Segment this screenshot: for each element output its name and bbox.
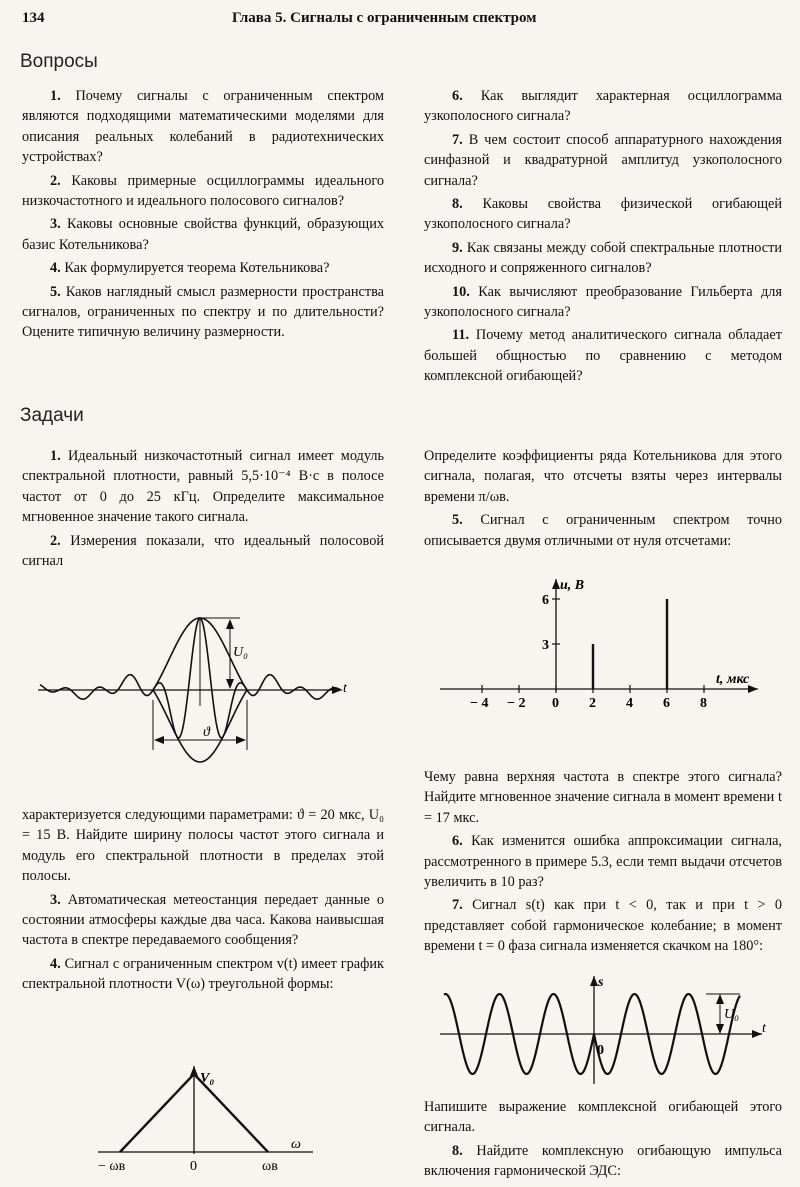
questions-left-column — [22, 86, 384, 346]
time-axis-label: t — [343, 681, 347, 696]
x-tick-label: − 4 — [470, 696, 489, 711]
x-tick-label: 4 — [626, 696, 633, 711]
task-7-continuation: Напишите выражение комплексной огибающей этого сигнала. — [424, 1099, 782, 1136]
tick-zero: 0 — [190, 1159, 197, 1174]
question-11: 11. Почему метод аналитического сигнала обладает большей общностью по сравнению с методом комплексной огибающей? — [424, 327, 782, 385]
stem-y-label: u, В — [560, 578, 585, 593]
task-4-continuation: Определите коэффициенты ряда Котельникова для этого сигнала, полагая, что отсчеты взяты через интервалы времени π/ωв. — [424, 448, 782, 505]
questions-right-column — [424, 86, 782, 390]
x-tick-label: 6 — [663, 696, 670, 711]
task-1-2-block — [22, 446, 384, 574]
y-tick-label: 6 — [542, 593, 549, 608]
x-tick-label: 0 — [552, 696, 559, 711]
samples-stem-chart — [440, 575, 770, 725]
x-tick-label: − 2 — [507, 696, 526, 711]
question-4: 4. Как формулируется теорема Котельникова? — [50, 260, 330, 277]
task-1: 1. Идеальный низкочастотный сигнал имеет модуль спектральной плотности, равный 5,5·10⁻⁴ В·с в полосе частот от 0 до 25 кГц. Определите максимальное мгновенное значение такого сигнала. — [22, 448, 384, 526]
task-2-continuation: характеризуется следующими параметрами: ϑ = 20 мкс, U₀ = 15 В. Найдите ширину полосы частот этого сигнала и модуль его спектральной плотности в пределах этой полосы. — [22, 807, 384, 885]
stem-x-label: t, мкс — [716, 672, 750, 687]
phase-origin-label: 0 — [597, 1043, 604, 1058]
width-label: ϑ — [203, 725, 210, 740]
question-5: 5. Каков наглядный смысл размерности пространства сигналов, ограниченных по спектру и по длительности? Оцените типичную величину размерности. — [22, 283, 385, 341]
task-7: 7. Сигнал s(t) как при t < 0, так и при t > 0 представляет собой гармоническое колебание; в момент времени t = 0 фаза сигнала изменяется скачком на 180°: — [424, 897, 782, 955]
phase-amplitude-label: U₀ — [724, 1007, 739, 1022]
question-10: 10. Как вычисляют преобразование Гильберта для узкополосного сигнала? — [424, 283, 782, 321]
amplitude-label: U₀ — [233, 645, 248, 660]
task-5: 5. Сигнал с ограниченным спектром точно описывается двумя отличными от нуля отсчетами: — [424, 512, 782, 549]
task-6: 6. Как изменится ошибка аппроксимации сигнала, рассмотренного в примере 5.3, если темп выдачи отсчетов увеличить в 10 раз? — [424, 833, 782, 891]
triangular-spectrum-figure — [98, 1062, 358, 1182]
task-5-continuation: Чему равна верхняя частота в спектре этого сигнала? Найдите мгновенное значение сигнала в момент времени t = 17 мкс. — [424, 769, 782, 826]
question-6: 6. Как выглядит характерная осциллограмма узкополосного сигнала? — [424, 88, 782, 125]
phase-x-label: t — [762, 1021, 766, 1036]
questions-heading: Вопросы — [20, 51, 98, 72]
x-tick-label: 8 — [700, 696, 707, 711]
task-3: 3. Автоматическая метеостанция передает данные о состоянии атмосферы каждые два часа. Какова наивысшая частота в спектре передаваемого сообщения? — [22, 891, 384, 949]
question-7: 7. В чем состоит способ аппаратурного нахождения синфазной и квадратурной амплитуд узкополосного сигнала? — [424, 131, 782, 189]
task-8: 8. Найдите комплексную огибающую импульса включения гармонической ЭДС: — [424, 1142, 782, 1180]
question-8: 8. Каковы свойства физической огибающей узкополосного сигнала? — [424, 196, 782, 233]
phase-jump-figure — [440, 972, 780, 1092]
y-tick-label: 3 — [542, 638, 549, 653]
task-7-8-block — [424, 1097, 782, 1185]
page-number: 134 — [22, 10, 45, 26]
question-9: 9. Как связаны между собой спектральные плотности исходного и сопряженного сигналов? — [424, 239, 782, 277]
task-2-intro: 2. Измерения показали, что идеальный полосовой сигнал — [22, 532, 384, 570]
tasks-heading: Задачи — [20, 405, 84, 426]
tick-minus-omega: − ωв — [98, 1159, 126, 1174]
task-4: 4. Сигнал с ограниченным спектром v(t) имеет график спектральной плотности V(ω) треугольной формы: — [22, 955, 384, 993]
bandpass-wave — [40, 618, 340, 738]
question-2: 2. Каковы примерные осциллограммы идеального низкочастотного и идеального полосового сигналов? — [22, 172, 385, 210]
question-1: 1. Почему сигналы с ограниченным спектром являются подходящими математическими моделями для описания реальных колебаний в радиотехнических устройствах? — [22, 88, 384, 166]
spectrum-peak-label: V₀ — [200, 1071, 215, 1086]
task-4-5-block — [424, 446, 782, 554]
x-tick-label: 2 — [589, 696, 596, 711]
task-2-3-4-block — [22, 805, 384, 998]
question-3: 3. Каковы основные свойства функций, образующих базис Котельникова? — [22, 216, 384, 253]
running-head: Глава 5. Сигналы с ограниченным спектром — [232, 10, 537, 26]
tick-omega: ωв — [262, 1159, 278, 1174]
phase-y-label: s — [598, 975, 604, 990]
frequency-axis-label: ω — [291, 1137, 301, 1152]
bandpass-signal-figure — [30, 600, 360, 775]
task-5-6-7-block — [424, 767, 782, 960]
